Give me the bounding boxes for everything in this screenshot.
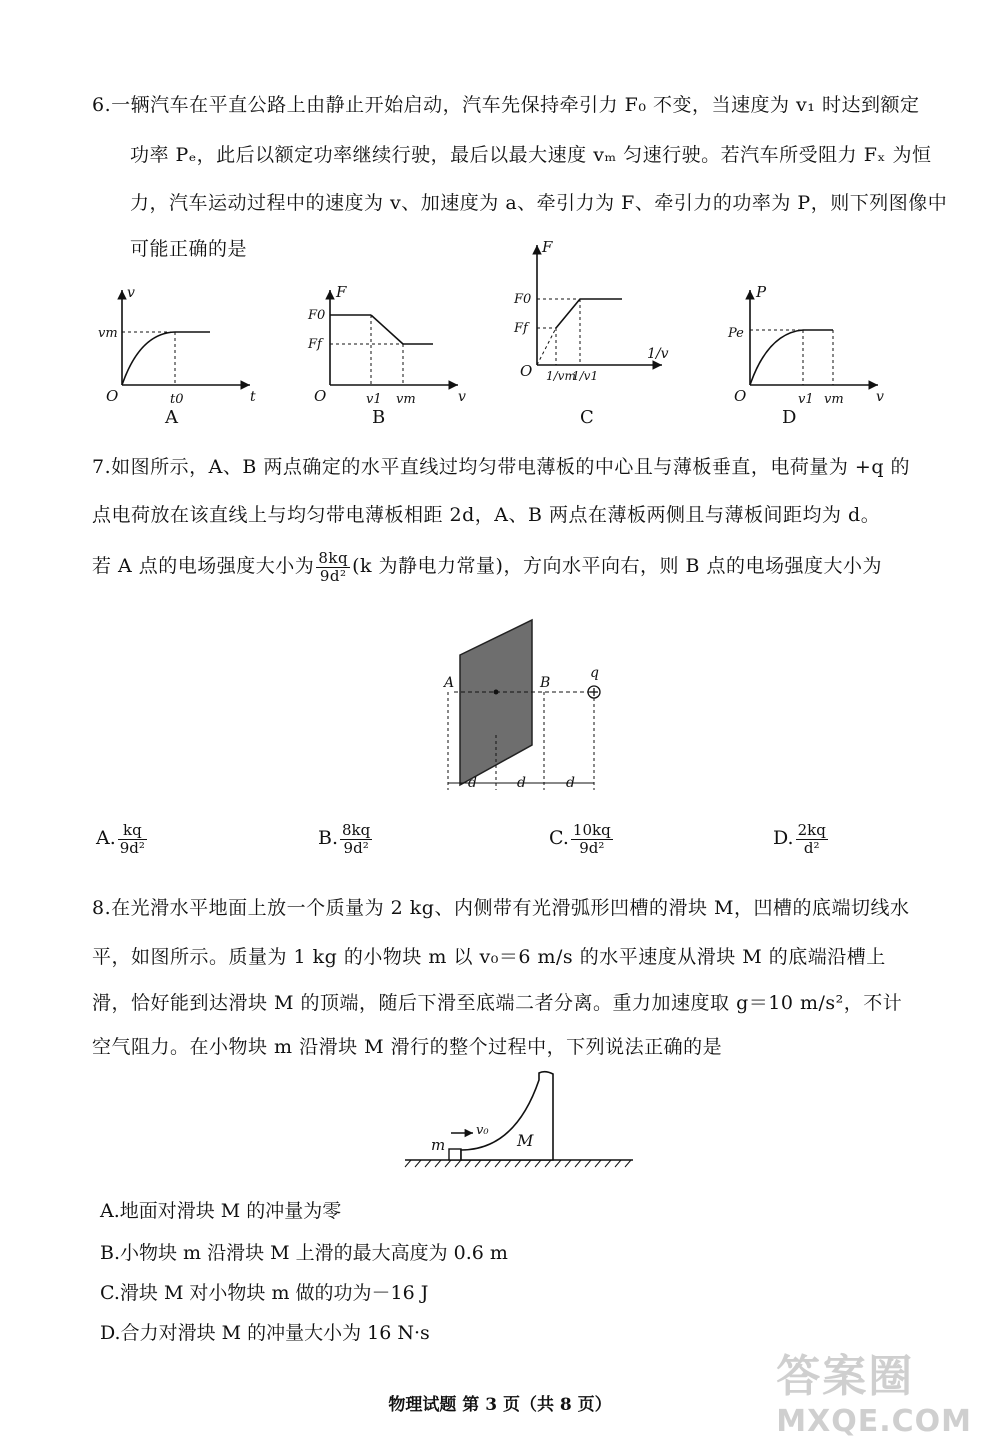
q7-point-a: A xyxy=(444,675,455,691)
q7-charge-label: q xyxy=(590,665,599,681)
q7-dist-2: d xyxy=(517,775,526,791)
graph-c-xlabel: 1/v xyxy=(647,346,669,362)
q7-option-b-den: 9d² xyxy=(343,838,369,857)
q7-given-den: 9d² xyxy=(319,566,347,585)
graph-a-origin: O xyxy=(106,387,119,405)
q7-option-a-key: A. xyxy=(96,827,116,849)
graph-a-xlabel: t xyxy=(250,389,256,405)
graph-b-label: B xyxy=(372,407,386,428)
q7-option-b-num: 8kq xyxy=(342,821,371,839)
q8-line-4: 空气阻力。在小物块 m 沿滑块 M 滑行的整个过程中，下列说法正确的是 xyxy=(92,1036,723,1058)
graph-c-xtick-1: 1/v1 xyxy=(572,369,599,383)
graph-b-ylabel: F xyxy=(336,283,347,301)
graph-b-ytick-1: Ff xyxy=(308,337,322,352)
q7-dist-1: d xyxy=(468,775,477,791)
graph-b xyxy=(308,285,468,405)
graph-c xyxy=(512,238,682,383)
q8-option-a[interactable]: A.地面对滑块 M 的冲量为零 xyxy=(100,1200,342,1222)
q8-big-mass: M xyxy=(517,1131,534,1150)
q7-option-d-fraction xyxy=(796,822,828,856)
graph-b-origin: O xyxy=(314,387,327,405)
graph-d-origin: O xyxy=(734,387,747,405)
graph-a-label: A xyxy=(165,407,178,428)
q7-option-a-fraction xyxy=(118,822,147,856)
graph-a-ylabel: v xyxy=(127,285,135,301)
page-footer: 物理试题 第 3 页（共 8 页） xyxy=(388,1395,612,1415)
graph-b-xlabel: v xyxy=(458,389,466,405)
graph-a xyxy=(100,285,260,405)
q7-option-b[interactable] xyxy=(318,822,374,856)
q7-line-1: 7.如图所示，A、B 两点确定的水平直线过均匀带电薄板的中心且与薄板垂直，电荷量为 +q 的 xyxy=(92,456,911,478)
q7-dist-3: d xyxy=(566,775,575,791)
q8-velocity-label: v₀ xyxy=(476,1123,489,1138)
graph-c-ytick-0: F0 xyxy=(514,292,532,307)
graph-c-origin: O xyxy=(520,362,533,380)
q8-option-d[interactable]: D.合力对滑块 M 的冲量大小为 16 N·s xyxy=(100,1322,430,1344)
q7-option-c-key: C. xyxy=(549,827,569,849)
q6-line-3: 力，汽车运动过程中的速度为 v、加速度为 a、牵引力为 F、牵引力的功率为 P，则下列图像中 xyxy=(130,192,948,214)
q7-option-a-num: kq xyxy=(118,822,147,840)
q7-option-d-key: D. xyxy=(773,827,794,849)
q7-point-b: B xyxy=(540,675,551,691)
q7-option-c-den: 9d² xyxy=(579,838,605,857)
graph-d-xtick-1: vm xyxy=(824,392,844,407)
q7-line-2: 点电荷放在该直线上与均匀带电薄板相距 2d，A、B 两点在薄板两侧且与薄板间距均为 d。 xyxy=(92,504,881,526)
graph-c-ylabel: F xyxy=(542,238,553,256)
q7-given-num: 8kq xyxy=(318,549,349,567)
q8-figure xyxy=(405,1070,645,1170)
graph-c-ytick-1: Ff xyxy=(514,321,528,336)
q7-option-d[interactable] xyxy=(773,822,830,856)
graph-b-xtick-0: v1 xyxy=(366,392,382,407)
graph-d-label: D xyxy=(782,407,797,428)
graph-d-xtick-0: v1 xyxy=(798,392,814,407)
q7-line-3-post: (k 为静电力常量)，方向水平向右，则 B 点的电场强度大小为 xyxy=(352,555,882,577)
q6-line-2: 功率 Pₑ，此后以额定功率继续行驶，最后以最大速度 vₘ 匀速行驶。若汽车所受阻力 Fₓ 为恒 xyxy=(130,144,932,166)
q7-given-field xyxy=(316,550,350,584)
q8-small-mass: m xyxy=(431,1136,446,1154)
q7-option-b-key: B. xyxy=(318,827,339,849)
q7-option-a[interactable] xyxy=(96,822,149,856)
q7-option-a-den: 9d² xyxy=(119,838,145,857)
q7-figure xyxy=(440,615,640,795)
q8-line-2: 平，如图所示。质量为 1 kg 的小物块 m 以 v₀＝6 m/s 的水平速度从滑块 M 的底端沿槽上 xyxy=(92,946,886,968)
graph-d xyxy=(728,285,888,405)
q7-option-c[interactable] xyxy=(549,822,615,856)
q7-option-c-num: 10kq xyxy=(572,821,611,839)
graph-d-ylabel: P xyxy=(756,283,767,301)
graph-b-ytick-0: F0 xyxy=(308,308,326,323)
q6-line-1: 6.一辆汽车在平直公路上由静止开始启动，汽车先保持牵引力 F₀ 不变，当速度为 v₁ 时达到额定 xyxy=(92,94,920,116)
graph-d-xlabel: v xyxy=(876,389,884,405)
graph-a-ytick: vm xyxy=(98,326,118,341)
watermark-small: MXQE.COM xyxy=(776,1404,972,1439)
graph-c-xtick-0: 1/vm xyxy=(546,369,576,383)
graph-d-ytick: Pe xyxy=(728,326,744,341)
watermark-logo xyxy=(776,1340,972,1439)
q7-option-d-den: d² xyxy=(803,838,820,857)
q7-line-3 xyxy=(92,550,882,584)
graph-a-xtick: t0 xyxy=(170,392,184,407)
q6-line-4: 可能正确的是 xyxy=(130,238,248,260)
q8-option-c[interactable]: C.滑块 M 对小物块 m 做的功为－16 J xyxy=(100,1282,429,1304)
graph-c-label: C xyxy=(580,407,594,428)
q8-option-b[interactable]: B.小物块 m 沿滑块 M 上滑的最大高度为 0.6 m xyxy=(100,1242,508,1264)
q7-option-c-fraction xyxy=(571,822,613,856)
graph-b-xtick-1: vm xyxy=(396,392,416,407)
q7-option-d-num: 2kq xyxy=(797,821,826,839)
q8-line-3: 滑，恰好能到达滑块 M 的顶端，随后下滑至底端二者分离。重力加速度取 g＝10 m/s²，不计 xyxy=(92,992,903,1014)
q7-option-b-fraction xyxy=(340,822,372,856)
q8-line-1: 8.在光滑水平地面上放一个质量为 2 kg、内侧带有光滑弧形凹槽的滑块 M，凹槽的底端切线水 xyxy=(92,897,910,919)
q7-line-3-pre: 若 A 点的电场强度大小为 xyxy=(92,555,315,577)
watermark-big: 答案圈 xyxy=(776,1351,915,1402)
